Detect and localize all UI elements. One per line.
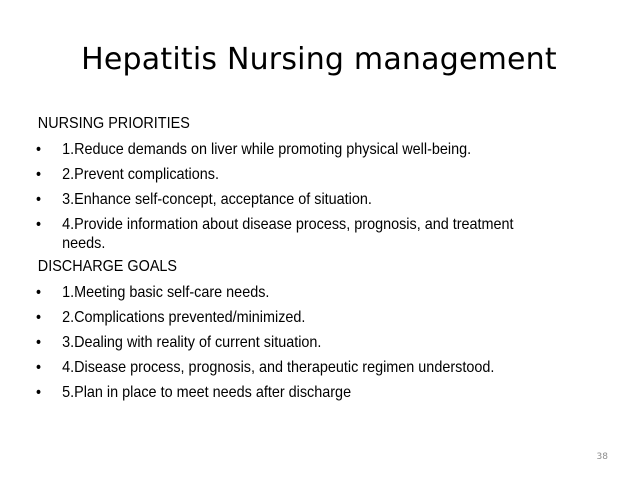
list-item [0,308,540,327]
list-item-text: 1.Meeting basic self-care needs. [62,284,270,301]
discharge-goals-heading: DISCHARGE GOALS [37,258,178,275]
list-item-text: 4.Provide information about disease process, prognosis, and treatment needs. [62,216,514,252]
list-item [0,283,540,302]
list-item-text: 2.Prevent complications. [62,166,219,183]
list-item [0,383,540,402]
list-item [0,215,540,253]
list-item [0,165,540,184]
bullet-icon: • [36,141,42,158]
nursing-priorities-list [0,140,540,253]
list-item-text: 4.Disease process, prognosis, and therapeutic regimen understood. [62,359,495,376]
discharge-goals-list [0,283,540,402]
bullet-icon: • [36,191,42,208]
bullet-icon: • [36,284,42,301]
bullet-icon: • [36,384,42,401]
list-item-text: 2.Complications prevented/minimized. [62,309,306,326]
list-item [0,140,540,159]
bullet-icon: • [36,216,42,233]
list-item-text: 1.Reduce demands on liver while promoting physical well-being. [62,141,472,158]
list-item [0,333,540,352]
bullet-icon: • [36,166,42,183]
bullet-icon: • [36,359,42,376]
nursing-priorities-heading: NURSING PRIORITIES [37,115,190,132]
list-item [0,190,540,209]
list-item [0,358,540,377]
bullet-icon: • [36,309,42,326]
list-item-text: 3.Enhance self-concept, acceptance of situation. [62,191,372,208]
bullet-icon: • [36,334,42,351]
list-item-text: 5.Plan in place to meet needs after discharge [62,384,352,401]
list-item-text: 3.Dealing with reality of current situation. [62,334,322,351]
slide-title: Hepatitis Nursing management [81,42,557,77]
slide-body [0,114,540,408]
page-number: 38 [596,452,608,462]
